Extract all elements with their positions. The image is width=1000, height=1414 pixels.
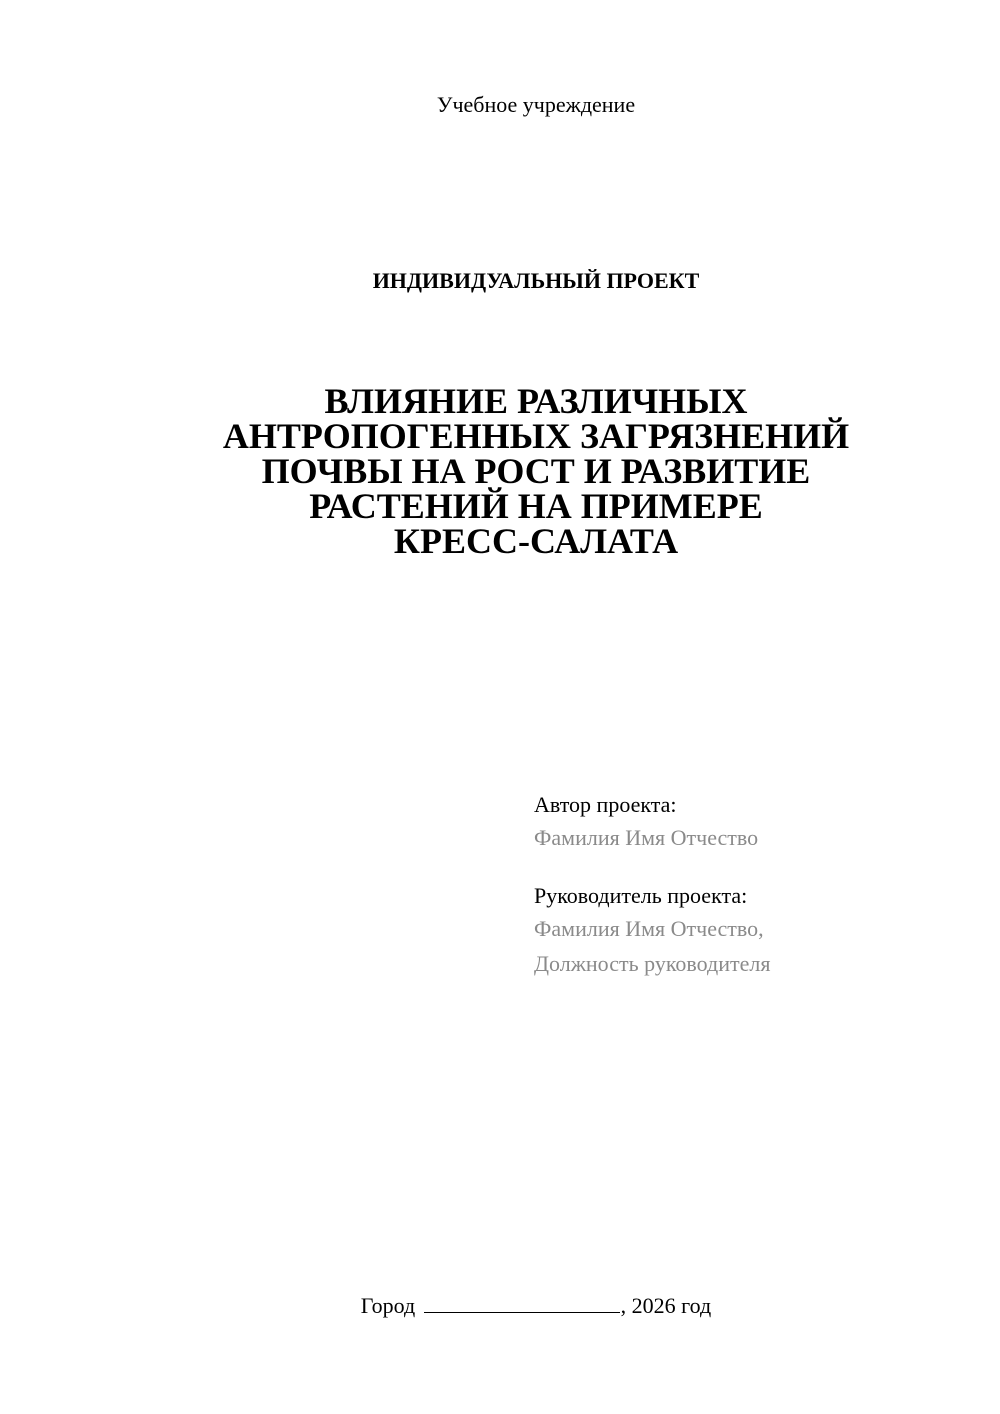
author-name: Фамилия Имя Отчество (534, 825, 759, 850)
project-title-line: ВЛИЯНИЕ РАЗЛИЧНЫХ (324, 381, 748, 421)
project-title-line: АНТРОПОГЕННЫХ ЗАГРЯЗНЕНИЙ (222, 416, 850, 456)
author-block (534, 790, 954, 855)
author-label: Автор проекта: (534, 792, 677, 817)
project-title (180, 381, 892, 561)
document-type: ИНДИВИДУАЛЬНЫЙ ПРОЕКТ (372, 268, 700, 293)
supervisor-label: Руководитель проекта: (534, 883, 748, 908)
institution-name: Учебное учреждение (436, 92, 636, 117)
year-text: , 2026 год (620, 1293, 712, 1318)
credits-block (534, 790, 954, 981)
city-year-line (0, 1290, 1000, 1321)
project-title-line: РАСТЕНИЙ НА ПРИМЕРЕ (309, 486, 763, 526)
project-title-line: ПОЧВЫ НА РОСТ И РАЗВИТИЕ (261, 451, 811, 491)
project-title-line: КРЕСС-САЛАТА (393, 521, 679, 561)
supervisor-block (534, 881, 954, 981)
supervisor-position: Должность руководителя (534, 951, 771, 976)
city-label: Город (360, 1293, 416, 1318)
city-blank-line (424, 1290, 620, 1313)
supervisor-name: Фамилия Имя Отчество, (534, 916, 764, 941)
